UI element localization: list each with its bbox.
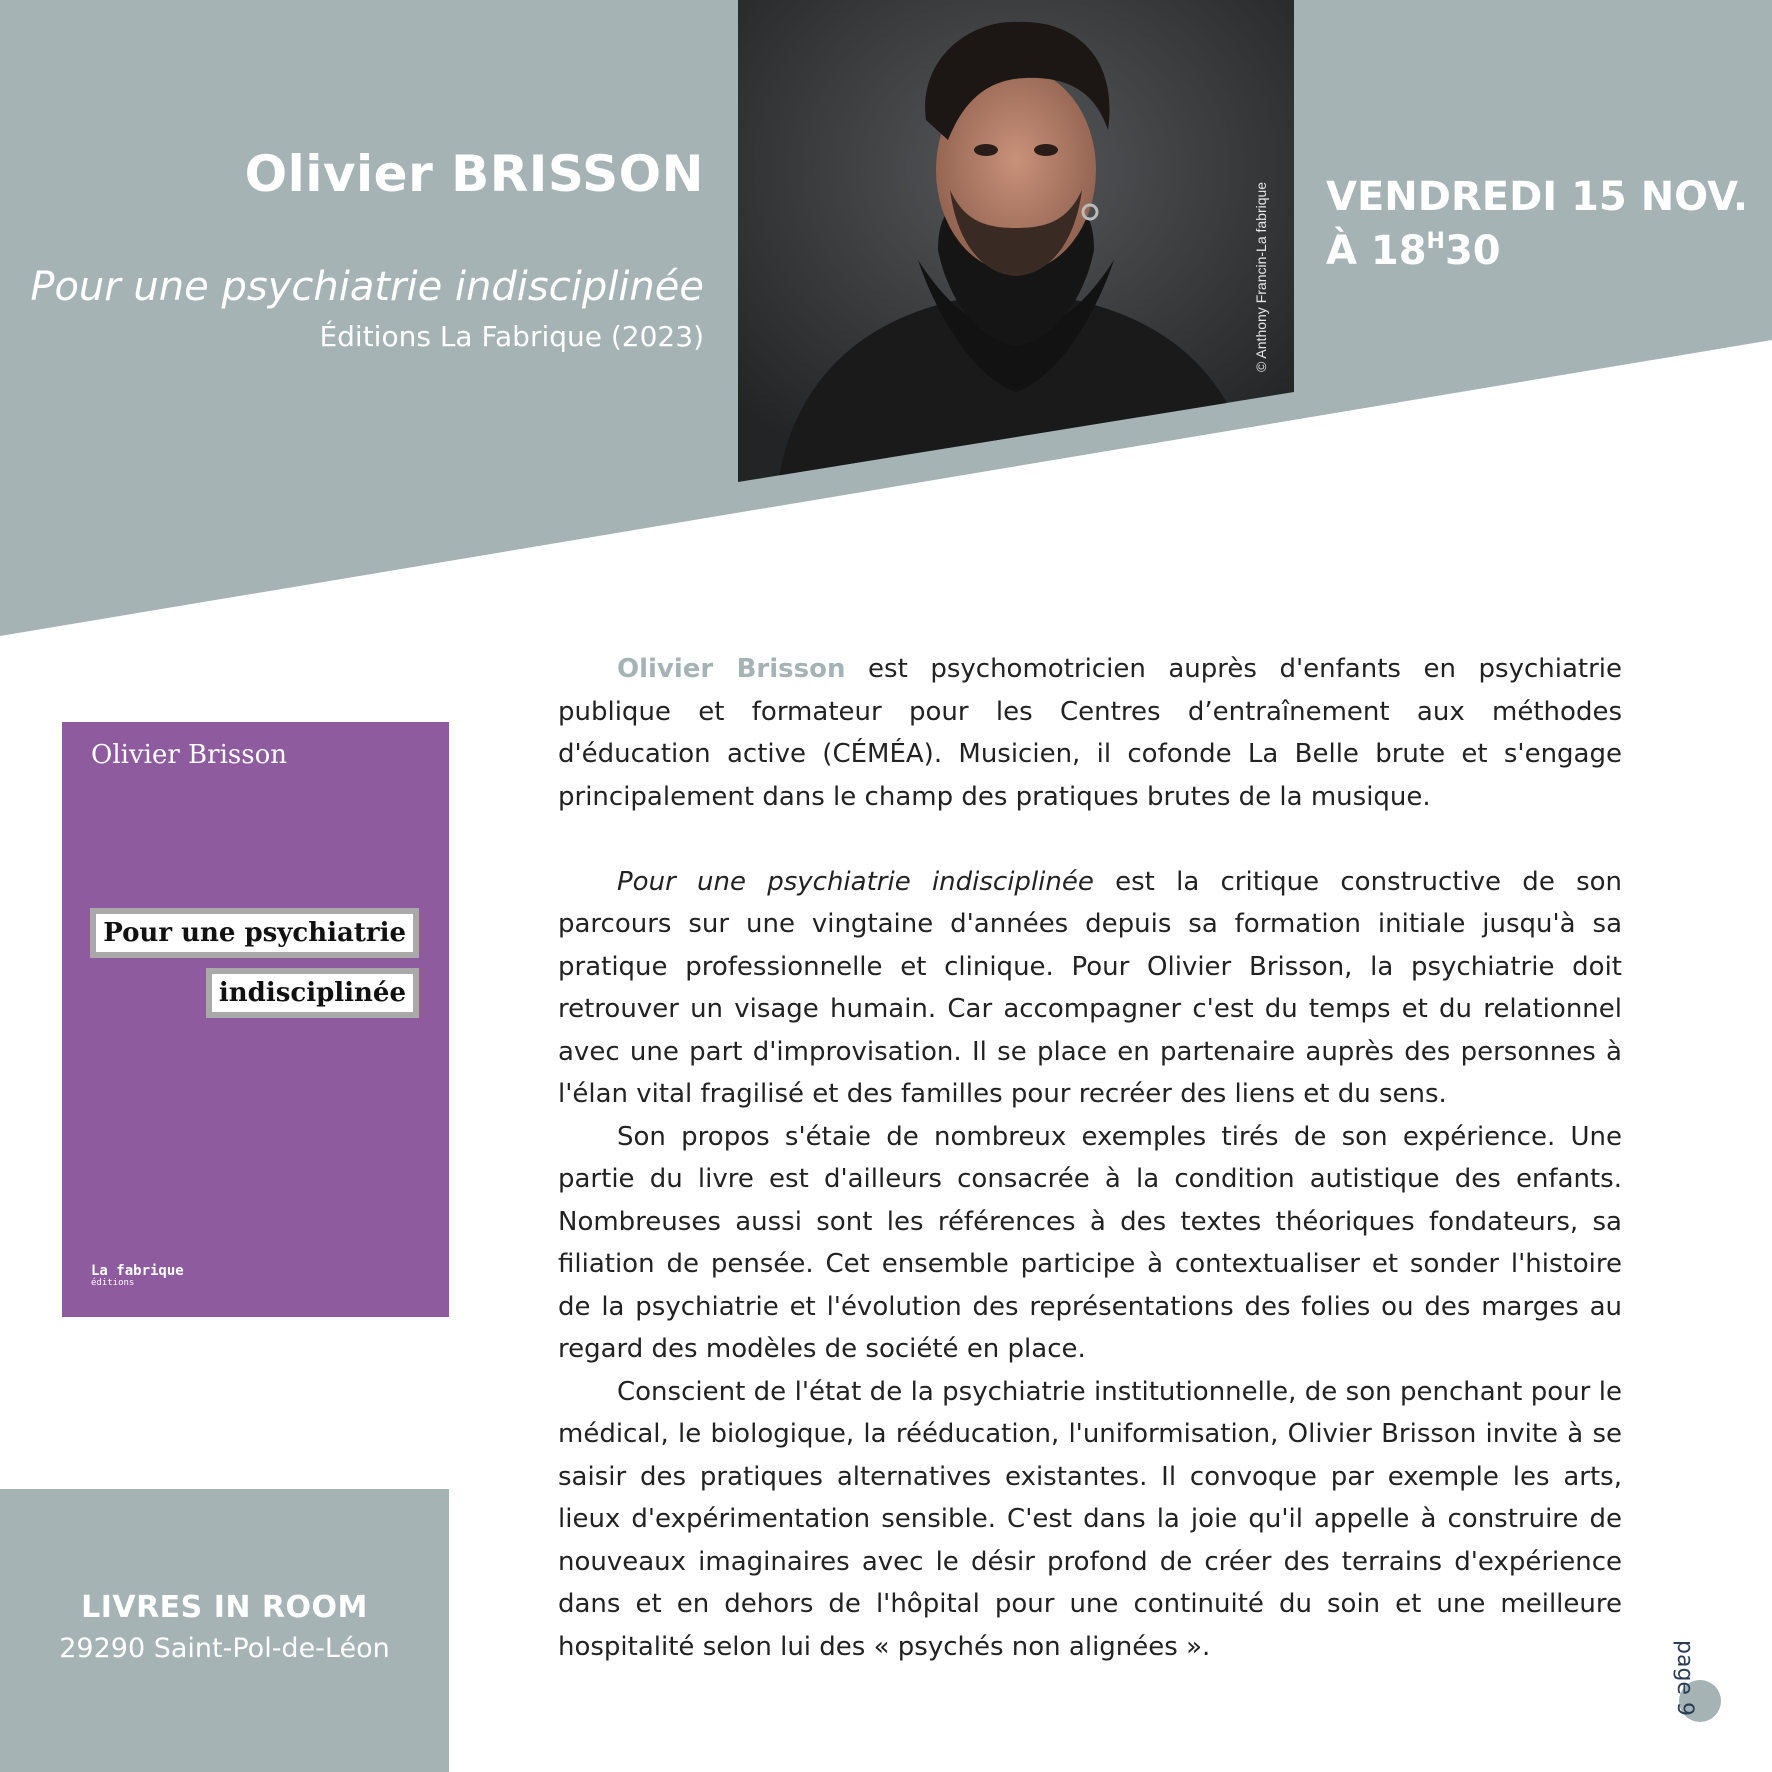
italic-book-title: Pour une psychiatrie indisciplinée bbox=[617, 866, 1094, 897]
paragraph-2-text: est la critique constructive de son parcours sur une vingtaine d'années depuis sa formation initiale jusqu'à sa pratique professionnelle et clinique. Pour Olivier Brisson, la psychiatrie doit retrouver un visage humain. Car accompagner c'est du temps et du relationnel avec une part d'improvisation. Il se place en partenaire auprès des personnes à l'élan vital fragilisé et des familles pour recréer des liens et du sens. bbox=[558, 866, 1622, 1109]
event-time-sup: H bbox=[1426, 229, 1445, 254]
event-time bbox=[1326, 224, 1748, 278]
cover-publisher-line2: éditions bbox=[91, 1278, 135, 1288]
paragraph-2 bbox=[558, 861, 1622, 1116]
paragraph-3: Son propos s'étaie de nombreux exemples tirés de son expérience. Une partie du livre est d'ailleurs consacrée à la condition autistique des enfants. Nombreuses aussi sont les références à des textes théoriques fondateurs, sa filiation de pensée. Cet ensemble participe à contextualiser et sonder l'histoire de la psychiatrie et l'évolution des représentations des folies ou des marges au regard des modèles de société en place. bbox=[558, 1121, 1622, 1364]
paragraph-1-text: est psychomotricien auprès d'enfants en psychiatrie publique et formateur pour les Centres d’entraînement aux méthodes d'éducation active (CÉMÉA). Musicien, il cofonde La Belle brute et s'engage principalement dans le champ des pratiques brutes de la musique. bbox=[558, 654, 1623, 812]
book-cover bbox=[62, 722, 449, 1317]
venue-address: 29290 Saint-Pol-de-Léon bbox=[59, 1633, 390, 1664]
article-body bbox=[558, 648, 1622, 1668]
event-date bbox=[1326, 170, 1748, 278]
publisher-info: Éditions La Fabrique (2023) bbox=[319, 320, 704, 353]
event-time-prefix: À 18 bbox=[1326, 228, 1427, 274]
highlighted-author-name: Olivier Brisson bbox=[617, 654, 846, 684]
cover-author: Olivier Brisson bbox=[91, 740, 287, 770]
event-time-suffix: 30 bbox=[1444, 228, 1501, 274]
book-title: Pour une psychiatrie indisciplinée bbox=[30, 264, 704, 310]
page-number: page 9 bbox=[1672, 1640, 1697, 1716]
event-day: VENDREDI 15 NOV. bbox=[1326, 174, 1749, 220]
venue-name: LIVRES IN ROOM bbox=[81, 1590, 368, 1625]
venue-box bbox=[0, 1489, 449, 1772]
cover-title-line2: indisciplinée bbox=[206, 968, 419, 1018]
cover-title-line1: Pour une psychiatrie bbox=[90, 908, 419, 958]
cover-publisher-line1: La fabrique bbox=[91, 1263, 184, 1279]
paragraph-4: Conscient de l'état de la psychiatrie institutionnelle, de son penchant pour le médical, le biologique, la rééducation, l'uniformisation, Olivier Brisson invite à se saisir des pratiques alternatives existantes. Il convoque par exemple les arts, lieux d'expérimentation sensible. C'est dans la joie qu'il appelle à construire de nouveaux imaginaires avec le désir profond de créer des terrains d'expérience dans et en dehors de l'hôpital pour une continuité du soin et une meilleure hospitalité selon lui des « psychés non alignées ». bbox=[558, 1376, 1622, 1662]
cover-publisher-logo bbox=[91, 1265, 184, 1289]
author-name: Olivier BRISSON bbox=[244, 145, 704, 203]
paragraph-1 bbox=[558, 648, 1622, 818]
photo-credit: © Anthony Francin-La fabrique bbox=[1253, 181, 1269, 372]
author-photo bbox=[738, 0, 1294, 482]
